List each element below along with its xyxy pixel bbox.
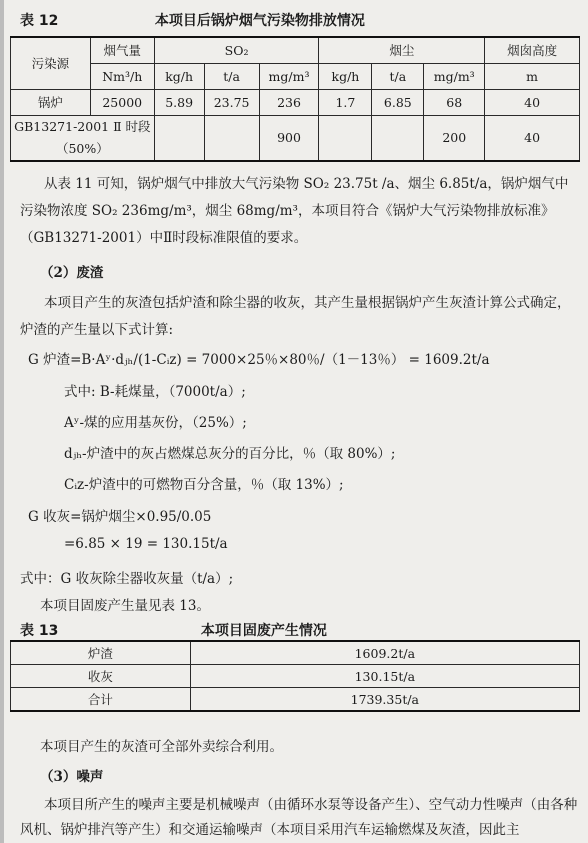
- row-standard-so2-kgh: [154, 115, 204, 161]
- header-so2-mg: mg/m³: [259, 63, 319, 89]
- table-row: [11, 641, 580, 665]
- waste-name-ash: 收灰: [11, 665, 191, 688]
- emission-table: [10, 36, 580, 162]
- header-dust-kgh: kg/h: [319, 63, 372, 89]
- row-boiler-dust-kgh: 1.7: [319, 89, 372, 115]
- definition-ash: Aʸ-煤的应用基灰份，（25%）;: [64, 415, 247, 431]
- header-dust-mg: mg/m³: [424, 63, 485, 89]
- waste-value-slag: 1609.2t/a: [190, 641, 579, 665]
- table-row: [11, 665, 580, 688]
- row-boiler-dust-mg: 68: [424, 89, 485, 115]
- row-boiler-dust-ta: 6.85: [372, 89, 424, 115]
- heading-noise: （3）噪声: [40, 769, 104, 785]
- row-standard-dust-mg: 200: [424, 115, 485, 161]
- row-boiler-so2-kgh: 5.89: [154, 89, 204, 115]
- row-standard-dust-kgh: [319, 115, 372, 161]
- paragraph-residue-reuse: 本项目产生的灰渣可全部外卖综合利用。: [40, 739, 283, 755]
- table12-number: 表 12: [20, 13, 59, 29]
- header-so2: SO₂: [154, 37, 319, 63]
- row-standard-so2-ta: [204, 115, 259, 161]
- definition-fly-ash: 式中：G 收灰除尘器收灰量（t/a）;: [20, 571, 234, 587]
- paragraph-residue-intro: 本项目产生的灰渣包括炉渣和除尘器的收灰，其产生量根据锅炉产生灰渣计算公式确定，炉渣的产生量以下式计算:: [20, 295, 571, 338]
- header-so2-kgh: kg/h: [154, 63, 204, 89]
- row-boiler-volume: 25000: [90, 89, 154, 115]
- row-standard-stack: 40: [485, 115, 580, 161]
- header-stack: 烟囱高度: [485, 37, 580, 63]
- header-gas-unit: Nm³/h: [90, 63, 154, 89]
- definition-ciz: Cᵢz-炉渣中的可燃物百分含量，％（取 13%）;: [64, 477, 344, 493]
- row-boiler-so2-mg: 236: [259, 89, 319, 115]
- definition-djh: dⱼₕ-炉渣中的灰占燃煤总灰分的百分比，％（取 80%）;: [64, 446, 396, 462]
- header-stack-unit: m: [485, 63, 580, 89]
- waste-name-total: 合计: [11, 688, 191, 712]
- paragraph-solid-waste-ref: 本项目固废产生量见表 13。: [40, 598, 210, 614]
- table13-number: 表 13: [20, 623, 59, 639]
- waste-name-slag: 炉渣: [11, 641, 191, 665]
- table13-caption: [20, 620, 327, 640]
- header-dust-ta: t/a: [372, 63, 424, 89]
- row-standard-source-b: （50%）: [55, 140, 109, 156]
- table12-caption: [20, 10, 365, 30]
- formula-fly-ash-result: =6.85 × 19 = 130.15t/a: [64, 536, 228, 552]
- page-edge: [0, 0, 4, 843]
- waste-value-total: 1739.35t/a: [190, 688, 579, 712]
- paragraph-noise: 本项目所产生的噪声主要是机械噪声（由循环水泵等设备产生）、空气动力性噪声（由各种风机、锅炉排汽等产生）和交通运输噪声（本项目采用汽车运输燃煤及灰渣，因此主: [20, 797, 578, 838]
- header-dust: 烟尘: [319, 37, 485, 63]
- table13-title: 本项目固废产生情况: [200, 623, 327, 639]
- paragraph-emission-summary: 从表 11 可知，锅炉烟气中排放大气污染物 SO₂ 23.75t /a、烟尘 6.85t/a，锅炉烟气中污染物浓度 SO₂ 236mg/m³，烟尘 68mg/m³，本项目符合《锅炉大气污染物排放标准》（GB13271-2001）中Ⅱ时段标准限值的要求。: [20, 176, 569, 246]
- row-boiler-source: 锅炉: [11, 89, 91, 115]
- row-boiler-stack: 40: [485, 89, 580, 115]
- waste-value-ash: 130.15t/a: [190, 665, 579, 688]
- row-standard-source: [11, 115, 155, 161]
- row-standard-so2-mg: 900: [259, 115, 319, 161]
- row-boiler-so2-ta: 23.75: [204, 89, 259, 115]
- formula-fly-ash: G 收灰=锅炉烟尘×0.95/0.05: [28, 509, 212, 525]
- table-row: [11, 688, 580, 712]
- table12-title: 本项目后锅炉烟气污染物排放情况: [154, 13, 365, 29]
- row-standard-source-a: GB13271-2001 Ⅱ 时段: [14, 118, 151, 134]
- row-standard-dust-ta: [372, 115, 424, 161]
- header-so2-ta: t/a: [204, 63, 259, 89]
- heading-waste-residue: （2）废渣: [40, 265, 104, 281]
- header-gas-volume: 烟气量: [90, 37, 154, 63]
- solid-waste-table: [10, 640, 580, 712]
- definition-coal: 式中: B-耗煤量，（7000t/a）;: [64, 384, 246, 400]
- header-source: 污染源: [11, 37, 91, 89]
- formula-slag: G 炉渣=B·Aʸ·dⱼₕ/(1-Cᵢz) = 7000×25％×80％/（1－13％） = 1609.2t/a: [28, 352, 490, 368]
